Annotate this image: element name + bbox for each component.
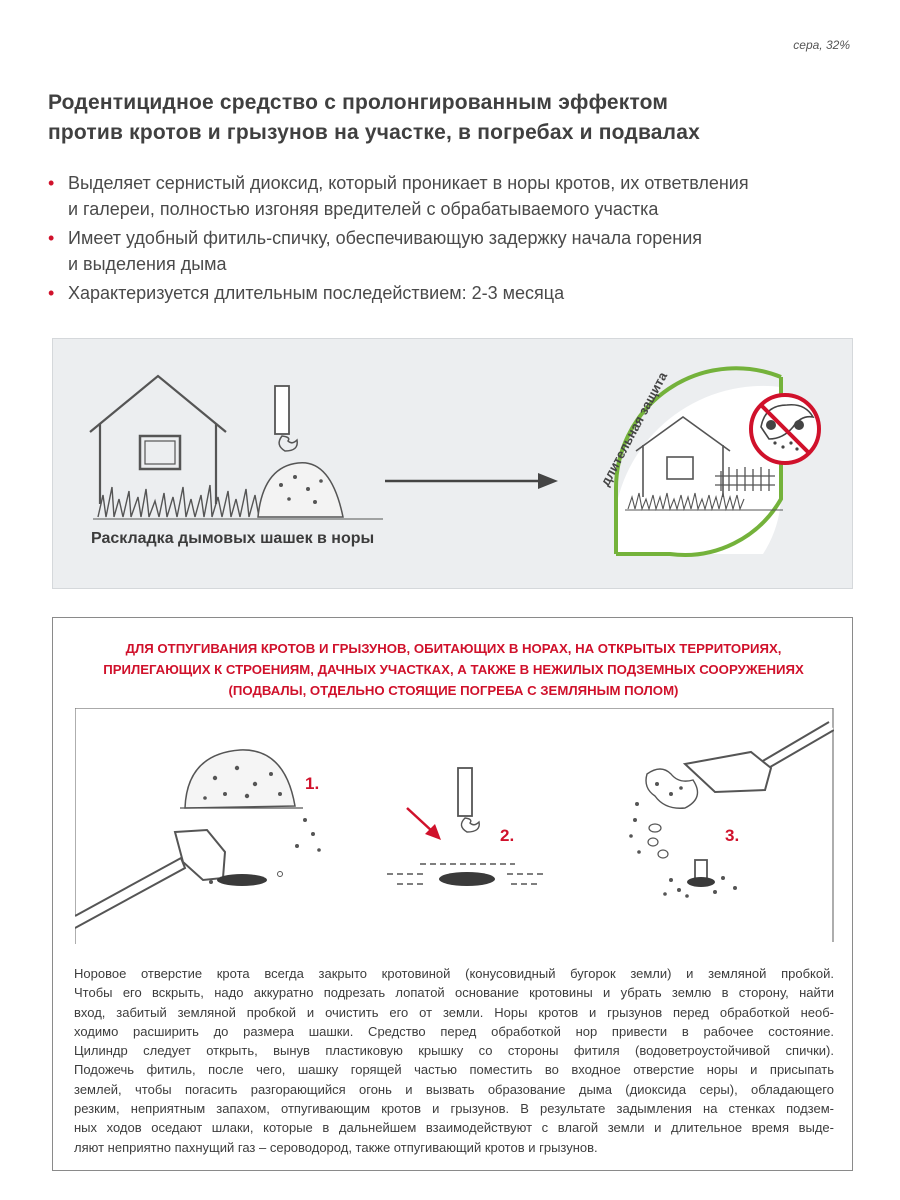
steps-drawing (75, 708, 834, 950)
bullet-icon: • (48, 228, 55, 248)
feature-line: и выделения дыма (68, 254, 227, 274)
feature-line: Выделяет сернистый диоксид, который проникает в норы кротов, их ответвления (68, 173, 749, 193)
feature-line: Имеет удобный фитиль-спичку, обеспечивающую задержку начала горения (68, 228, 703, 248)
bullet-icon: • (48, 173, 55, 193)
warning-line-2: ПРИЛЕГАЮЩИХ К СТРОЕНИЯМ, ДАЧНЫХ УЧАСТКАХ, А ТАКЖЕ В НЕЖИЛЫХ ПОДЗЕМНЫХ СООРУЖЕНИЯХ (103, 662, 804, 677)
body-line: Норовое отверстие крота всегда закрыто кротовиной (конусовидный бугорок земли) и земляной пробкой. (74, 966, 834, 981)
steps-illustration (75, 708, 834, 950)
body-line: землей, чтобы погасить разгорающийся огонь и вызвать образование дыма (диоксида серы), обладающего (74, 1081, 834, 1097)
step-number-1: 1. (305, 774, 320, 793)
step-number-3: 3. (725, 826, 740, 845)
bullet-icon: • (48, 283, 55, 303)
feature-list (48, 170, 868, 309)
body-line: Чтобы его вскрыть, надо аккуратно подрезать лопатой основание кротовины и убрать землю в сторону, найти (74, 985, 834, 1001)
feature-line: Характеризуется длительным последействием: 2-3 месяца (68, 283, 565, 303)
feature-line: и галереи, полностью изгоняя вредителей с обрабатываемого участка (68, 199, 659, 219)
page-title (48, 88, 848, 148)
usage-warning (53, 638, 854, 701)
arc-label: длительная защита (597, 369, 671, 489)
composition-label: сера, 32% (793, 38, 850, 52)
warning-line-1: ДЛЯ ОТПУГИВАНИЯ КРОТОВ И ГРЫЗУНОВ, ОБИТАЮЩИХ В НОРАХ, НА ОТКРЫТЫХ ТЕРРИТОРИЯХ, (125, 641, 782, 656)
scheme-panel (52, 338, 853, 589)
body-line: Цилиндр следует открыть, вынув пластиковую крышку со стороны фитиля (водоветроустойчивой спички). (74, 1043, 834, 1059)
body-line: Подожечь фитиль, после чего, шашку горящей частью поместить во входное отверстие норы и присыпать (74, 1062, 834, 1078)
body-line: вход, забитый земляной пробкой и очистить его от земли. Норы кротов и грызунов перед обработкой необ- (74, 1004, 834, 1020)
body-line: ных ходов оседают шлаки, которые в дальнейшем взаимодействуют с влагой земли и длительное время выде- (74, 1120, 834, 1136)
title-line-2: против кротов и грызунов на участке, в погребах и подвалах (48, 121, 700, 144)
title-line-1: Родентицидное средство с пролонгированным эффектом (48, 91, 669, 114)
scheme-caption: Раскладка дымовых шашек в норы (91, 530, 375, 547)
feature-item (48, 170, 868, 222)
warning-line-3: (ПОДВАЛЫ, ОТДЕЛЬНО СТОЯЩИЕ ПОГРЕБА С ЗЕМЛЯНЫМ ПОЛОМ) (228, 683, 679, 698)
instructions-box (52, 617, 853, 1171)
instructions-text (74, 964, 834, 1157)
arc-label-layer (53, 339, 854, 590)
body-line: ляют неприятно пахнущий газ – сероводород, также отпугивающий кротов и грызунов. (74, 1139, 598, 1155)
step-number-2: 2. (500, 826, 515, 845)
body-line: резким, неприятным запахом, отпугивающим кротов и грызунов. В результате задымления на стенках подзем- (74, 1101, 834, 1117)
body-line: ходимо расширить до размера шашки. Средство перед обработкой нор привести в рабочее состояние. (74, 1023, 834, 1039)
feature-item (48, 225, 868, 277)
feature-item (48, 280, 868, 306)
